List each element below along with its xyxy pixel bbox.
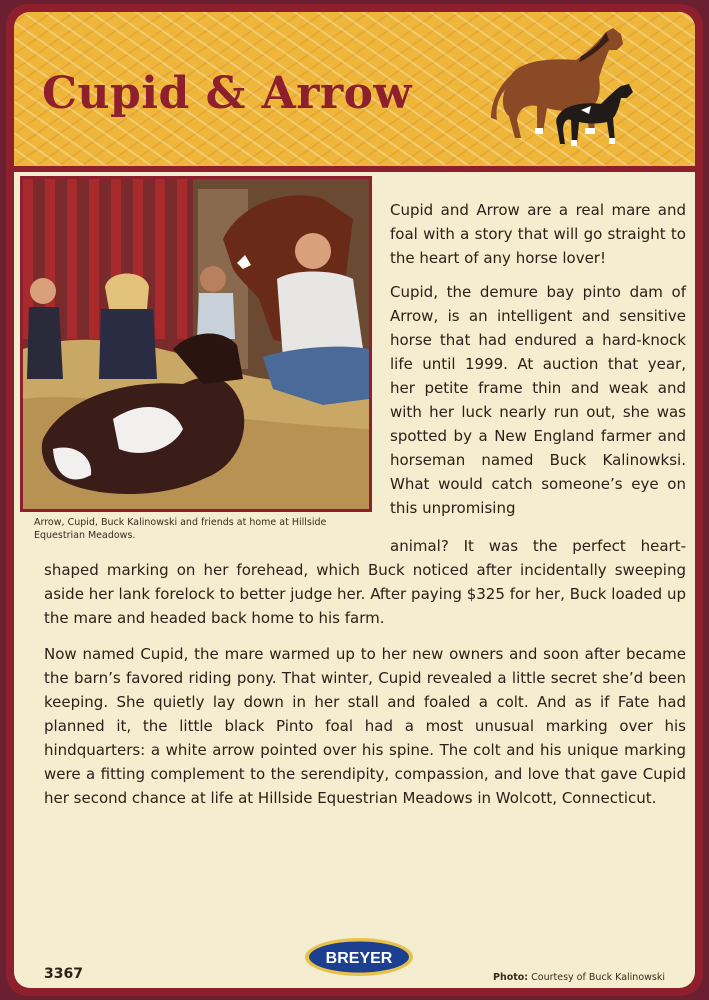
photo-credit-text: Courtesy of Buck Kalinowski — [531, 972, 665, 983]
story-body — [44, 534, 686, 810]
breyer-logo — [304, 937, 414, 977]
page-title: Cupid & Arrow — [42, 68, 412, 119]
title-banner — [14, 12, 695, 172]
photo-credit — [493, 972, 665, 983]
family-photo — [20, 176, 372, 512]
card-inner — [14, 12, 695, 988]
model-number: 3367 — [44, 966, 83, 982]
photo-illustration — [23, 179, 369, 509]
intro-column — [390, 198, 686, 520]
paragraph-intro: Cupid and Arrow are a real mare and foal with a story that will go straight to the heart of any horse lover! — [390, 201, 686, 267]
photo-caption: Arrow, Cupid, Buck Kalinowski and friends at home at Hillside Equestrian Meadows. — [34, 517, 327, 541]
logo-text: BREYER — [325, 950, 393, 967]
paragraph-cupid-foal: Now named Cupid, the mare warmed up to her new owners and soon after became the barn’s favored riding pony. That winter, Cupid revealed a little secret she’d been keeping. She quietly lay down in her stall and foaled a colt. And as if Fate had planned it, the little black Pinto foal had a most unusual marking over his hindquarters: a white arrow pointed over his spine. The colt and his unique marking were a fitting complement to the serendipity, compassion, and love that gave Cupid her second chance at life at Hillside Equestrian Meadows in Wolcott, Connecticut. — [44, 645, 686, 807]
paragraph-story-start: Cupid, the demure bay pinto dam of Arrow, is an intelligent and sensitive horse that had endured a hard-knock life until 1999. At auction that year, her petite frame thin and weak and with her luck nearly run out, she was spotted by a New England farmer and horseman named Buck Kalinowksi. What would catch someone’s eye on this unpromising — [390, 283, 686, 517]
photo-credit-label: Photo: — [492, 972, 529, 983]
card-frame — [6, 4, 703, 996]
paragraph-story-continued: animal? It was the perfect heart-shaped marking on her forehead, which Buck noticed after incidentally sweeping aside her lank forelock to better judge her. After paying $325 for her, Buck loaded up the mare and headed back home to his farm. — [44, 537, 686, 627]
horses-illustration — [481, 20, 681, 160]
